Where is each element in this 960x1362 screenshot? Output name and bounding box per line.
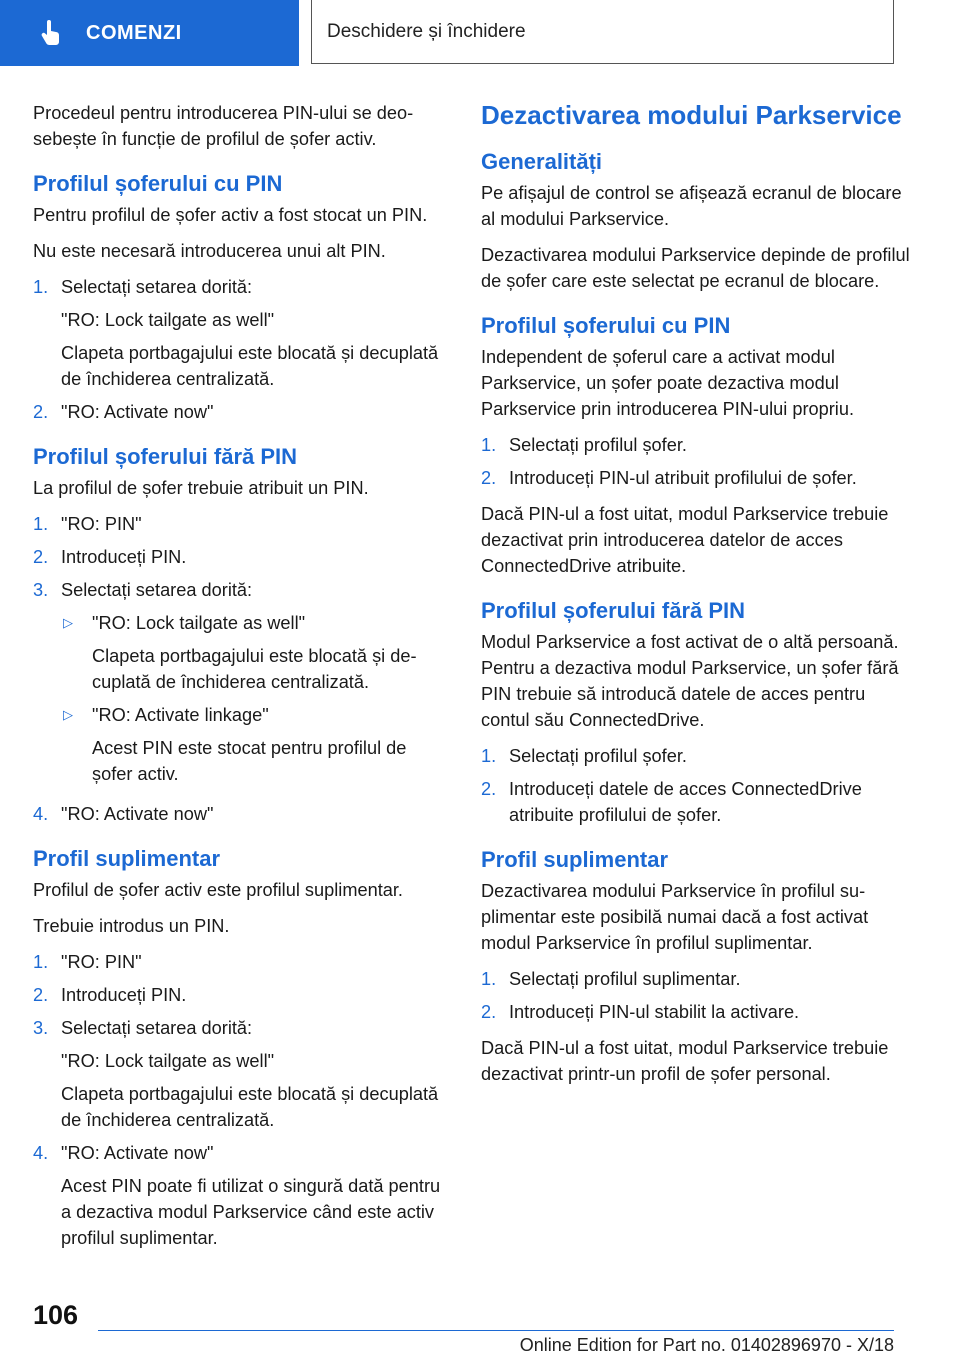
list-item: 2. Introduceți datele de acces ConnectedDrive atribuite profilului de șofer. [481, 779, 862, 825]
paragraph: Dezactivarea modului Parkservice în profilul suplimentar este posibilă numai dacă a fost activat modul Parkservice în profilul suplimentar. [481, 881, 869, 953]
section-heading: Generalități [481, 149, 603, 174]
section-title: Deschidere și închidere [311, 0, 894, 64]
edition-footer: Online Edition for Part no. 01402896970 - X/18 [519, 1335, 894, 1355]
steps-list [481, 432, 911, 491]
hand-pointer-icon [38, 20, 64, 46]
footer-divider [98, 1330, 894, 1331]
section-heading: Profilul șoferului cu PIN [481, 313, 731, 338]
list-item: 2. Introduceți PIN. [33, 547, 187, 567]
list-item: 1. Selectați profilul suplimentar. [481, 969, 741, 989]
section-heading: Profilul șoferului cu PIN [33, 171, 283, 196]
paragraph: Modul Parkservice a fost activat de o altă persoană. Pentru a dezactiva modul Parkservice, un șofer fără PIN trebuie să introducă datele de acces pentru contul său ConnectedDrive. [481, 632, 899, 730]
paragraph: La profilul de șofer trebuie atribuit un PIN. [33, 478, 369, 498]
right-column [481, 100, 911, 1097]
paragraph: Pentru profilul de șofer activ a fost stocat un PIN. [33, 205, 428, 225]
list-item: 3. Selectați setarea dorită: ▷ "RO: Lock tailgate as well" Clapeta portbagajului este blocată și decuplată de închiderea centralizată. ▷ "RO: Activate linkage" Acest PIN este stocat pentru profilul de șofer activ. [33, 577, 448, 794]
paragraph: Trebuie introdus un PIN. [33, 916, 230, 936]
list-item: 1. "RO: PIN" [33, 514, 142, 534]
steps-list [481, 743, 911, 828]
left-column [33, 100, 448, 1261]
list-item: ▷ "RO: Activate linkage" Acest PIN este stocat pentru profilul de șofer activ. [61, 702, 448, 787]
paragraph: Profilul de șofer activ este profilul suplimentar. [33, 880, 403, 900]
section-heading: Profilul șoferului fără PIN [481, 598, 746, 623]
list-item: 1. Selectați setarea dorită: "RO: Lock tailgate as well" Clapeta portbagajului este blocată și decuplată de închiderea centralizată. [33, 277, 439, 389]
paragraph: Dacă PIN-ul a fost uitat, modul Parkservice trebuie dezactivat prin introducerea datelor de acces ConnectedDrive atribuite. [481, 504, 889, 576]
paragraph: Dezactivarea modului Parkservice depinde de profilul de șofer care este selectat pe ecranul de blocare. [481, 245, 910, 291]
section-heading: Profilul șoferului fără PIN [33, 444, 298, 469]
list-item: ▷ "RO: Lock tailgate as well" Clapeta portbagajului este blocată și decuplată de închiderea centralizată. [61, 610, 448, 695]
section-heading: Profil suplimentar [33, 846, 221, 871]
paragraph: Nu este necesară introducerea unui alt PIN. [33, 241, 386, 261]
chapter-heading: Dezactivarea modului Parkservice [481, 100, 902, 130]
list-item: 4. "RO: Activate now" [33, 804, 214, 824]
steps-list [481, 966, 911, 1025]
triangle-bullet-icon: ▷ [63, 707, 73, 722]
list-item: 3. Selectați setarea dorită: "RO: Lock tailgate as well" Clapeta portbagajului este blocată și decuplată de închiderea centralizată. [33, 1018, 439, 1130]
list-item: 1. "RO: PIN" [33, 952, 142, 972]
triangle-bullet-icon: ▷ [63, 615, 73, 630]
page-number: 106 [33, 1300, 79, 1330]
list-item: 2. Introduceți PIN. [33, 985, 187, 1005]
list-item: 1. Selectați profilul șofer. [481, 435, 687, 455]
steps-list [33, 274, 448, 425]
steps-list [33, 511, 448, 827]
chapter-tab-label: COMENZI [86, 21, 182, 44]
list-item: 4. "RO: Activate now" Acest PIN poate fi utilizat o singură dată pentru a dezactiva modul Parkservice când este activ profilul suplimentar. [33, 1143, 441, 1248]
list-item: 2. "RO: Activate now" [33, 402, 214, 422]
list-item: 2. Introduceți PIN-ul atribuit profilului de șofer. [481, 468, 857, 488]
intro-paragraph: Procedeul pentru introducerea PIN-ului se deosebește în funcție de profilul de șofer activ. [33, 103, 414, 149]
steps-list [33, 949, 448, 1251]
paragraph: Pe afișajul de control se afișează ecranul de blocare al modului Parkservice. [481, 183, 902, 229]
list-item: 2. Introduceți PIN-ul stabilit la activare. [481, 1002, 800, 1022]
paragraph: Independent de șoferul care a activat modul Parkservice, un șofer poate dezactiva modul Parkservice prin introducerea PIN-ului propriu. [481, 347, 855, 419]
list-item: 1. Selectați profilul șofer. [481, 746, 687, 766]
option-list [61, 610, 448, 787]
chapter-tab[interactable] [0, 0, 299, 66]
paragraph: Dacă PIN-ul a fost uitat, modul Parkservice trebuie dezactivat printr-un profil de șofer personal. [481, 1038, 889, 1084]
section-heading: Profil suplimentar [481, 847, 669, 872]
